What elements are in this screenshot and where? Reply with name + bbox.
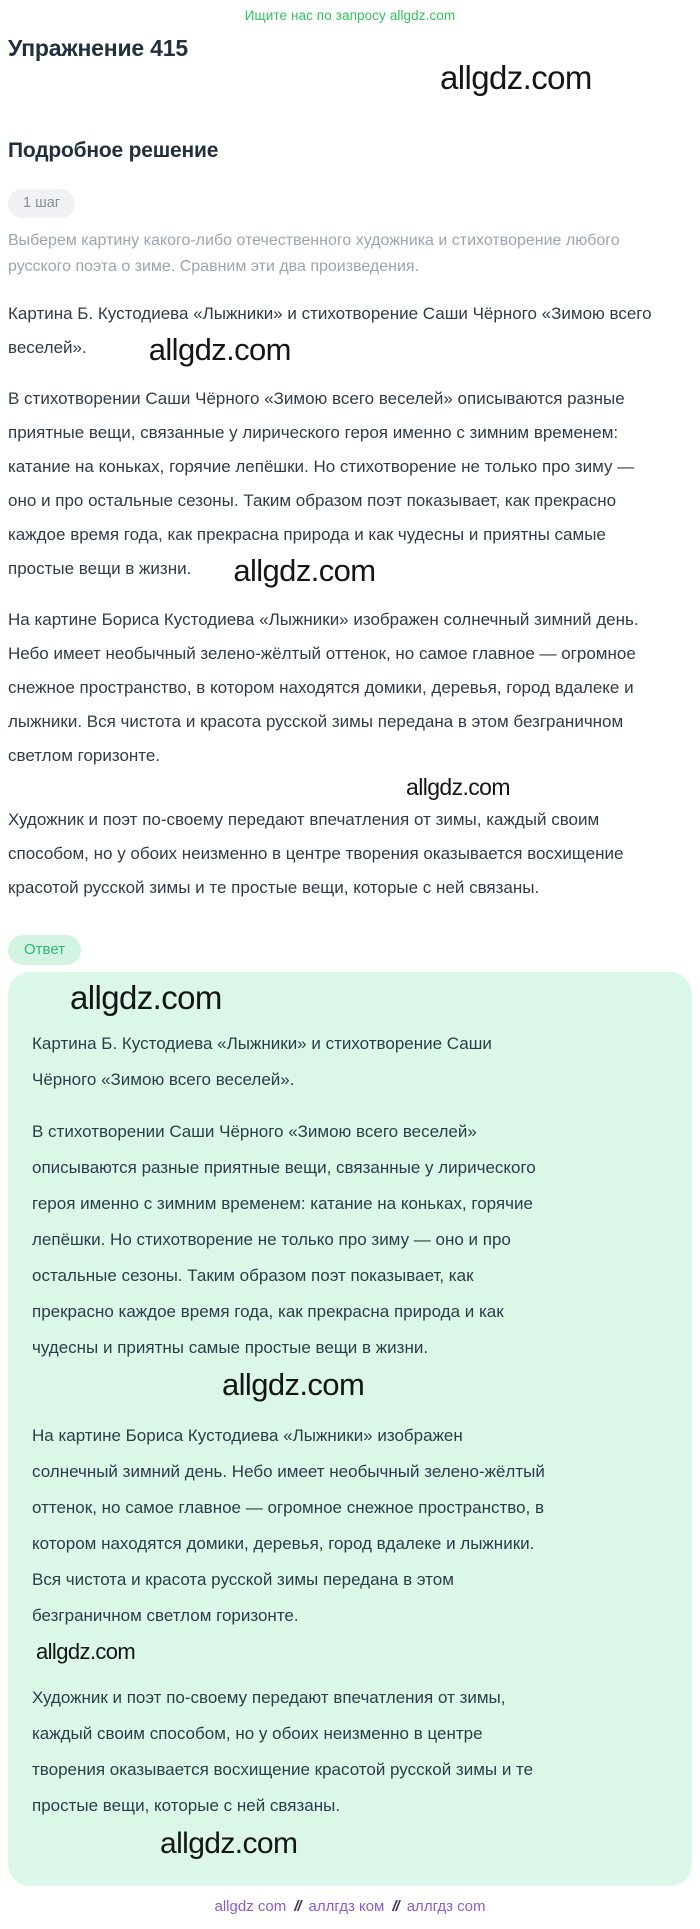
solution-paragraph-2-text: В стихотворении Саши Чёрного «Зимою всего веселей» описываются разные приятные вещи, связанные у лирического героя именно с зимним временем: катание на коньках, горячие лепёшки. Но стихотворение не только про зиму — оно и про остальные сезоны. Таким образом поэт показывает, как прекрасно каждое время года, как прекрасна природа и как чудесны и приятны самые простые вещи в жизни.	[8, 389, 635, 578]
watermark: allgdz.com	[70, 979, 222, 1016]
watermark: allgdz.com	[222, 1367, 365, 1402]
footer-separator: //	[294, 1898, 301, 1915]
answer-paragraph-2-text: В стихотворении Саши Чёрного «Зимою всего веселей» описываются разные приятные вещи, связанные у лирического героя именно с зимним временем: катание на коньках, горячие лепёшки. Но стихотворение не только про зиму — оно и про остальные сезоны. Таким образом поэт показывает, как прекрасно каждое время года, как прекрасна природа и как чудесны и приятны самые простые вещи в жизни.	[32, 1122, 536, 1357]
solution-paragraph-3-text: На картине Бориса Кустодиева «Лыжники» изображен солнечный зимний день. Небо имеет необычный зелено-жёлтый оттенок, но самое главное — огромное снежное пространство, в котором находятся домики, деревья, город вдалеке и лыжники. Вся чистота и красота русской зимы передана в этом безграничном светлом горизонте.	[8, 610, 639, 765]
watermark: allgdz.com	[160, 1827, 298, 1860]
search-hint-banner: Ищите нас по запросу allgdz.com	[244, 8, 456, 23]
solution-paragraph-4	[8, 803, 663, 905]
watermark: allgdz.com	[233, 553, 376, 588]
footer-link-3[interactable]: аллгдз com	[406, 1898, 486, 1915]
solution-paragraph-4-text: Художник и поэт по-своему передают впечатления от зимы, каждый своим способом, но у обоих неизменно в центре творения оказывается восхищение красотой русской зимы и те простые вещи, которые с ней связаны.	[8, 810, 624, 897]
header	[8, 35, 692, 99]
step-description: Выберем картину какого-либо отечественного художника и стихотворение любого русского поэта о зиме. Сравним эти два произведения.	[8, 232, 620, 275]
answer-paragraph-4	[32, 1680, 547, 1860]
watermark: allgdz.com	[440, 59, 592, 96]
watermark: allgdz.com	[36, 1639, 136, 1664]
footer	[8, 1898, 692, 1915]
exercise-title: Упражнение 415	[8, 35, 188, 61]
answer-paragraph-3-text: На картине Бориса Кустодиева «Лыжники» изображен солнечный зимний день. Небо имеет необычный зелено-жёлтый оттенок, но самое главное — огромное снежное пространство, в котором находятся домики, деревья, город вдалеке и лыжники. Вся чистота и красота русской зимы передана в этом безграничном светлом горизонте.	[32, 1426, 545, 1625]
answer-paragraph-2	[32, 1114, 547, 1402]
answer-paragraph-4-text: Художник и поэт по-своему передают впечатления от зимы, каждый своим способом, но у обоих неизменно в центре творения оказывается восхищение красотой русской зимы и те простые вещи, которые с ней связаны.	[32, 1688, 534, 1815]
footer-link-1[interactable]: allgdz com	[214, 1898, 287, 1915]
solution-paragraph-3	[8, 603, 663, 773]
answer-badge: Ответ	[8, 935, 81, 965]
answer-paragraph-1	[32, 1026, 547, 1098]
section-title: Подробное решение	[8, 139, 219, 162]
solution-paragraph-1-text: Картина Б. Кустодиева «Лыжники» и стихотворение Саши Чёрного «Зимою всего веселей».	[8, 304, 652, 357]
answer-paragraph-3	[32, 1418, 547, 1634]
solution-paragraph-2	[8, 382, 663, 586]
footer-link-2[interactable]: аллгдз ком	[308, 1898, 385, 1915]
watermark: allgdz.com	[406, 774, 510, 800]
watermark: allgdz.com	[148, 332, 291, 367]
step-badge: 1 шаг	[8, 189, 75, 218]
answer-box	[8, 972, 692, 1886]
solution-paragraph-1	[8, 297, 663, 365]
answer-paragraph-1-text: Картина Б. Кустодиева «Лыжники» и стихотворение Саши Чёрного «Зимою всего веселей».	[32, 1034, 492, 1089]
footer-separator: //	[392, 1898, 399, 1915]
